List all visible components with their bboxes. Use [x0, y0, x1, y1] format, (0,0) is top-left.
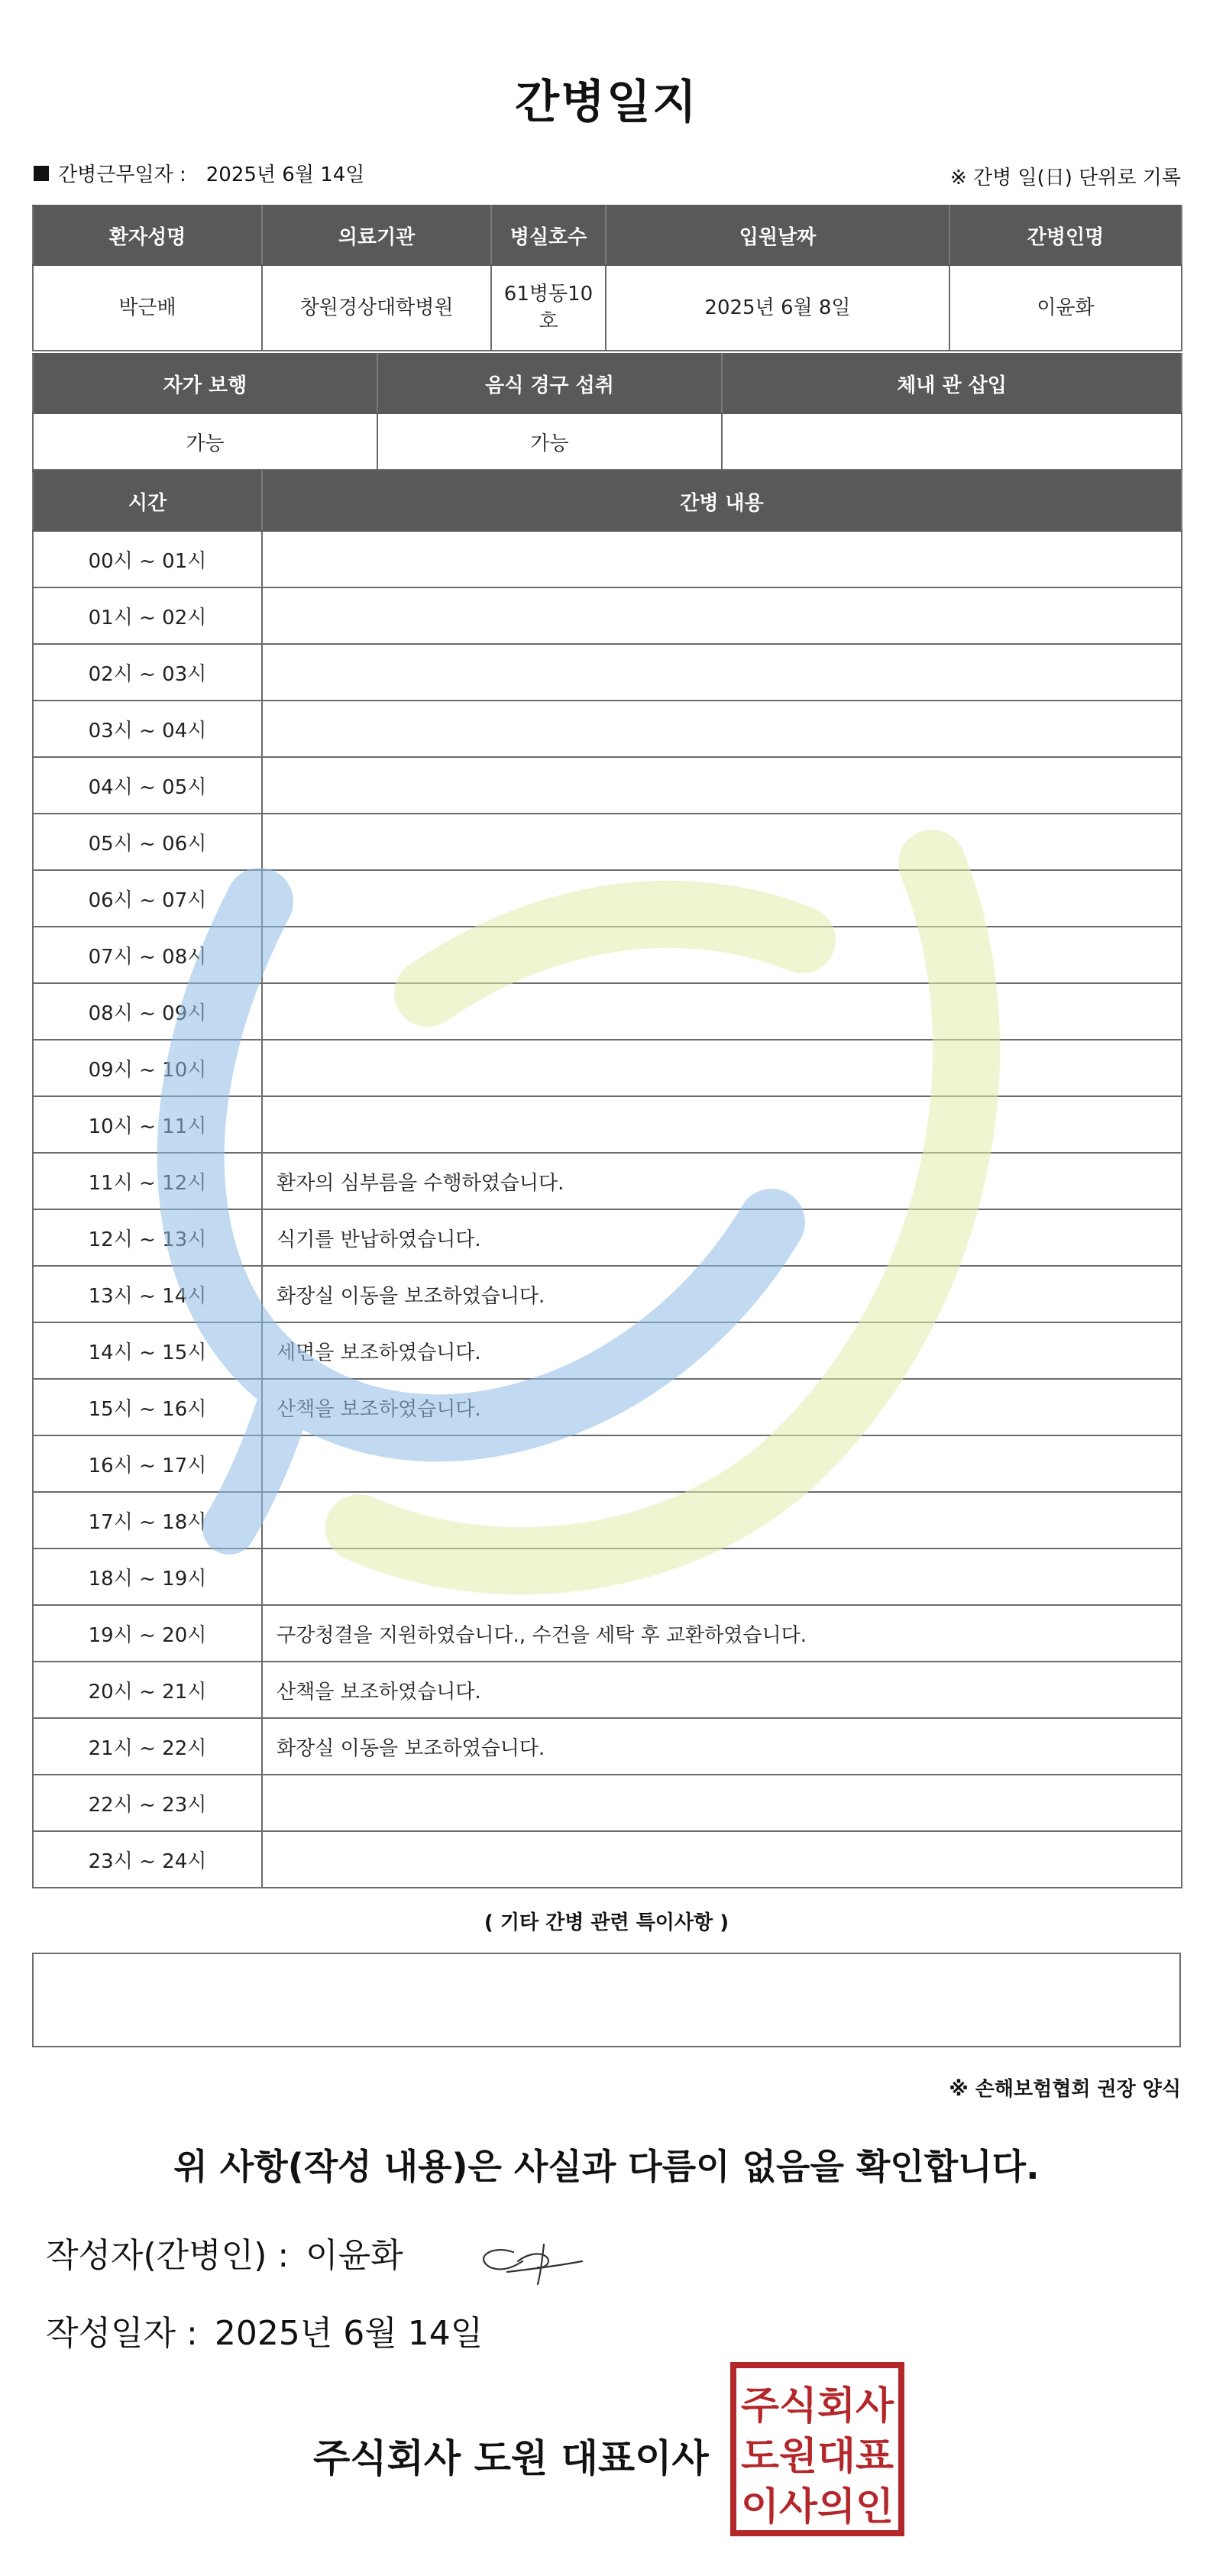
content-cell: [262, 1775, 1182, 1831]
time-cell: 10시 ~ 11시: [33, 1096, 262, 1153]
time-cell: 09시 ~ 10시: [33, 1040, 262, 1096]
company-seal-stamp: [730, 2362, 904, 2536]
oral-intake-value: 가능: [377, 413, 722, 470]
special-notes-title: ( 기타 간병 관련 특이사항 ): [484, 1911, 729, 1934]
tube-insertion-value: [722, 413, 1182, 470]
log-row: [33, 531, 1182, 587]
square-bullet-icon: [34, 166, 49, 181]
page-title: 간병일지: [515, 76, 698, 129]
content-cell: [262, 1435, 1182, 1492]
time-cell: 18시 ~ 19시: [33, 1549, 262, 1605]
seal-line: 도원대표: [741, 2434, 894, 2478]
time-cell: 17시 ~ 18시: [33, 1492, 262, 1549]
content-cell: [262, 587, 1182, 644]
work-date: [34, 159, 364, 187]
admission-date: 2025년 6월 8일: [606, 265, 949, 351]
content-cell: 환자의 심부름을 수행하였습니다.: [262, 1153, 1182, 1209]
content-cell: 세면을 보조하였습니다.: [262, 1322, 1182, 1379]
log-row: [33, 1209, 1182, 1266]
log-row: [33, 1379, 1182, 1435]
time-cell: 23시 ~ 24시: [33, 1831, 262, 1888]
time-cell: 01시 ~ 02시: [33, 587, 262, 644]
log-row: [33, 701, 1182, 757]
content-cell: [262, 757, 1182, 814]
header-patient-name: 환자성명: [33, 205, 262, 265]
seal-line: 이사의인: [741, 2484, 894, 2529]
content-cell: [262, 1492, 1182, 1549]
time-cell: 00시 ~ 01시: [33, 531, 262, 587]
room-number: 61병동10호: [491, 265, 606, 351]
header-admission-date: 입원날짜: [606, 205, 949, 265]
confirmation-statement: 위 사항(작성 내용)은 사실과 다름이 없음을 확인합니다.: [173, 2146, 1040, 2187]
writer-label: 작성자(간병인) :: [46, 2236, 290, 2275]
log-row: [33, 1718, 1182, 1775]
time-cell: 07시 ~ 08시: [33, 927, 262, 983]
patient-name: 박근배: [33, 265, 262, 351]
log-row: [33, 1492, 1182, 1549]
log-row: [33, 870, 1182, 927]
log-row: [33, 1266, 1182, 1322]
hospital: 창원경상대학병원: [262, 265, 491, 351]
work-date-label: 간병근무일자 :: [58, 163, 186, 186]
log-row: [33, 644, 1182, 701]
header-caregiver: 간병인명: [949, 205, 1182, 265]
time-cell: 22시 ~ 23시: [33, 1775, 262, 1831]
content-cell: [262, 814, 1182, 870]
time-cell: 06시 ~ 07시: [33, 870, 262, 927]
patient-status-table: [32, 353, 1182, 471]
content-cell: [262, 1040, 1182, 1096]
time-cell: 16시 ~ 17시: [33, 1435, 262, 1492]
time-cell: 20시 ~ 21시: [33, 1662, 262, 1718]
content-cell: 화장실 이동을 보조하였습니다.: [262, 1718, 1182, 1775]
status-value-row: [33, 413, 1182, 470]
log-row: [33, 814, 1182, 870]
header-oral-intake: 음식 경구 섭취: [377, 354, 722, 413]
content-cell: [262, 1831, 1182, 1888]
write-date-line: [46, 2306, 483, 2354]
log-row: [33, 927, 1182, 983]
content-cell: 화장실 이동을 보조하였습니다.: [262, 1266, 1182, 1322]
content-cell: [262, 644, 1182, 701]
time-cell: 21시 ~ 22시: [33, 1718, 262, 1775]
log-row: [33, 1662, 1182, 1718]
company-representative: 주식회사 도원 대표이사: [313, 2436, 709, 2481]
log-row: [33, 757, 1182, 814]
log-row: [33, 1040, 1182, 1096]
log-row: [33, 1775, 1182, 1831]
content-cell: [262, 701, 1182, 757]
log-header-row: [33, 471, 1182, 531]
write-date-value: 2025년 6월 14일: [214, 2314, 484, 2353]
log-row: [33, 1549, 1182, 1605]
self-walking-value: 가능: [33, 413, 377, 470]
log-row: [33, 1435, 1182, 1492]
care-log-table: [32, 471, 1182, 1888]
log-row: [33, 1605, 1182, 1662]
header-hospital: 의료기관: [262, 205, 491, 265]
content-cell: [262, 531, 1182, 587]
header-tube-insertion: 체내 관 삽입: [722, 354, 1182, 413]
write-date-label: 작성일자 :: [46, 2314, 198, 2353]
content-cell: 구강청결을 지원하였습니다., 수건을 세탁 후 교환하였습니다.: [262, 1605, 1182, 1662]
time-cell: 02시 ~ 03시: [33, 644, 262, 701]
content-cell: 식기를 반납하였습니다.: [262, 1209, 1182, 1266]
log-row: [33, 587, 1182, 644]
log-row: [33, 1831, 1182, 1888]
time-cell: 03시 ~ 04시: [33, 701, 262, 757]
record-unit-note: ※ 간병 일(日) 단위로 기록: [949, 167, 1181, 189]
time-cell: 15시 ~ 16시: [33, 1379, 262, 1435]
log-row: [33, 1322, 1182, 1379]
log-row: [33, 983, 1182, 1040]
content-cell: 산책을 보조하였습니다.: [262, 1662, 1182, 1718]
header-care-content: 간병 내용: [262, 471, 1182, 531]
log-row: [33, 1153, 1182, 1209]
content-cell: [262, 1096, 1182, 1153]
writer-name: 이윤화: [306, 2236, 403, 2275]
time-cell: 12시 ~ 13시: [33, 1209, 262, 1266]
time-cell: 19시 ~ 20시: [33, 1605, 262, 1662]
patient-info-value-row: [33, 265, 1182, 351]
time-cell: 08시 ~ 09시: [33, 983, 262, 1040]
work-date-value: 2025년 6월 14일: [205, 163, 365, 186]
log-row: [33, 1096, 1182, 1153]
time-cell: 04시 ~ 05시: [33, 757, 262, 814]
patient-info-header-row: [33, 205, 1182, 265]
header-time: 시간: [33, 471, 262, 531]
content-cell: [262, 927, 1182, 983]
writer-line: [46, 2228, 403, 2277]
content-cell: [262, 870, 1182, 927]
time-cell: 13시 ~ 14시: [33, 1266, 262, 1322]
handwritten-signature: [467, 2222, 590, 2290]
content-cell: [262, 1549, 1182, 1605]
time-cell: 11시 ~ 12시: [33, 1153, 262, 1209]
header-self-walking: 자가 보행: [33, 354, 377, 413]
patient-info-table: [32, 205, 1182, 351]
seal-line: 주식회사: [741, 2383, 894, 2428]
status-header-row: [33, 354, 1182, 413]
content-cell: 산책을 보조하였습니다.: [262, 1379, 1182, 1435]
time-cell: 14시 ~ 15시: [33, 1322, 262, 1379]
header-room: 병실호수: [491, 205, 606, 265]
recommendation-note: ※ 손해보험협회 권장 양식: [949, 2078, 1181, 2101]
content-cell: [262, 983, 1182, 1040]
special-notes-box: [32, 1953, 1181, 2047]
caregiver-name: 이윤화: [949, 265, 1182, 351]
time-cell: 05시 ~ 06시: [33, 814, 262, 870]
